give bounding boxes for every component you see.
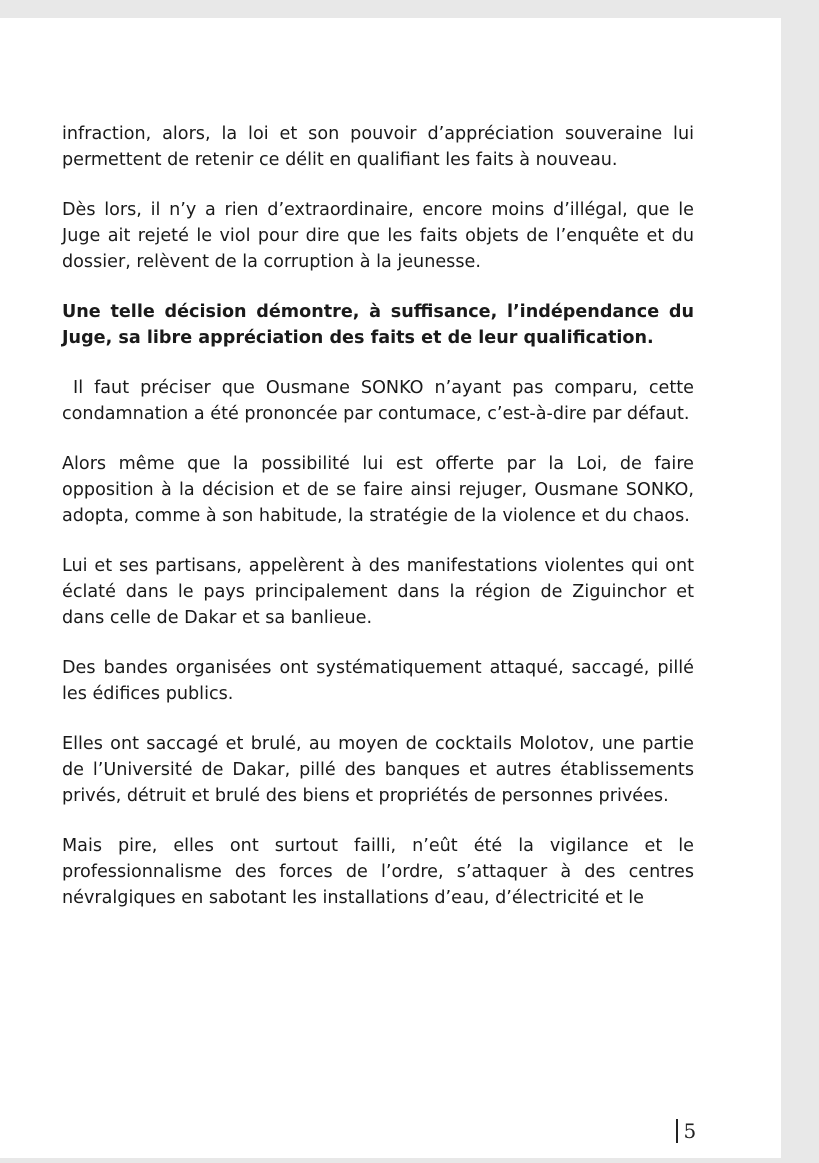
paragraph-4: Il faut préciser que Ousmane SONKO n’ayant pas comparu, cette condamnation a été prononcée par contumace, c’est-à-dire par défaut. [62, 378, 700, 424]
paragraph-6: Lui et ses partisans, appelèrent à des manifestations violentes qui ont éclaté dans le pays principalement dans la région de Ziguinchor et dans celle de Dakar et sa banlieue. [62, 556, 694, 628]
paragraph-5: Alors même que la possibilité lui est offerte par la Loi, de faire opposition à la décision et de se faire ainsi rejuger, Ousmane SONKO, adopta, comme à son habitude, la stratégie de la violence et du chaos. [62, 454, 694, 526]
paragraph-8: Elles ont saccagé et brulé, au moyen de cocktails Molotov, une partie de l’Université de Dakar, pillé des banques et autres établissements privés, détruit et brulé des biens et propriétés de personnes privées. [62, 734, 694, 806]
page-number-divider [676, 1119, 678, 1143]
page-body [62, 121, 700, 935]
paragraph-7: Des bandes organisées ont systématiquement attaqué, saccagé, pillé les édifices publics. [62, 658, 694, 704]
page-number [676, 1119, 696, 1143]
paragraph-9: Mais pire, elles ont surtout failli, n’eût été la vigilance et le professionnalisme des forces de l’ordre, s’attaquer à des centres névralgiques en sabotant les installations d’eau, d’électricité et le [62, 836, 694, 908]
document-page [0, 18, 781, 1158]
paragraph-1: infraction, alors, la loi et son pouvoir d’appréciation souveraine lui permettent de retenir ce délit en qualifiant les faits à nouveau. [62, 124, 694, 170]
paragraph-3-bold: Une telle décision démontre, à suffisance, l’indépendance du Juge, sa libre appréciation des faits et de leur qualification. [62, 302, 694, 348]
page-number-label: 5 [683, 1119, 697, 1143]
paragraph-2: Dès lors, il n’y a rien d’extraordinaire, encore moins d’illégal, que le Juge ait rejeté le viol pour dire que les faits objets de l’enquête et du dossier, relèvent de la corruption à la jeunesse. [62, 200, 694, 272]
